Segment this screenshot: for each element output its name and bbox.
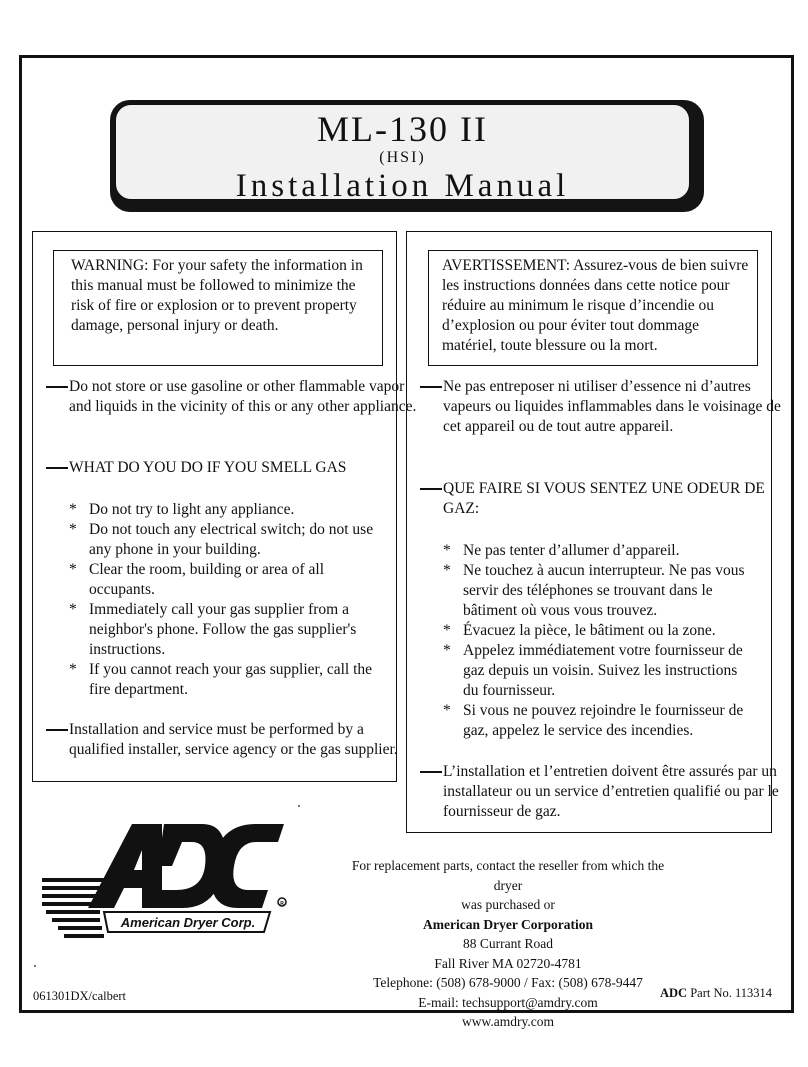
- list-item: * Ne touchez à aucun interrupteur. Ne pas vous servir des téléphones se trouvant dans le bâtiment où vous vous trouvez.: [443, 562, 745, 619]
- part-number: [660, 986, 772, 1001]
- part-brand: ADC: [660, 986, 688, 1000]
- dash-bullet: [420, 488, 442, 490]
- english-item-smell-gas: WHAT DO YOU DO IF YOU SMELL GAS: [33, 458, 421, 478]
- dash-bullet: [46, 729, 68, 731]
- english-column: [32, 231, 417, 782]
- list-item: * Immediately call your gas supplier from a neighbor's phone. Follow the gas supplier's instructions.: [69, 601, 357, 658]
- list-item: * Clear the room, building or area of all occupants.: [69, 561, 325, 598]
- scan-speck: [298, 805, 300, 807]
- french-warning-box: [428, 250, 758, 366]
- city-address: Fall River MA 02720-4781: [434, 955, 582, 971]
- model-title: ML-130 II: [317, 109, 488, 149]
- logo-letter-a: [88, 824, 162, 908]
- french-steps-list: [443, 541, 753, 741]
- english-warning-text: WARNING: For your safety the information in this manual must be followed to minimize the risk of fire or explosion or to prevent property damage, personal injury or death.: [71, 257, 363, 334]
- list-item: * If you cannot reach your gas supplier, call the fire department.: [69, 661, 373, 698]
- contact-intro-line2: was purchased or: [461, 897, 555, 912]
- dash-bullet: [420, 386, 442, 388]
- french-item-smell-gas: QUE FAIRE SI VOUS SENTEZ UNE ODEUR DE GAZ:: [407, 479, 793, 519]
- svg-text:R: R: [280, 901, 284, 907]
- contact-info: [340, 856, 676, 1032]
- list-item: * Do not touch any electrical switch; do not use any phone in your building.: [69, 521, 374, 558]
- logo-tagline: American Dryer Corp.: [120, 915, 256, 930]
- english-item-no-gasoline: Do not store or use gasoline or other flammable vapor and liquids in the vicinity of this or any other appliance.: [33, 377, 421, 417]
- model-subtitle: (HSI): [379, 149, 426, 166]
- english-item-installation: Installation and service must be performed by a qualified installer, service agency or the gas supplier.: [33, 720, 421, 760]
- email-address: E-mail: techsupport@amdry.com: [418, 994, 598, 1010]
- title-banner: [110, 100, 704, 212]
- list-item: * Do not try to light any appliance.: [69, 501, 295, 518]
- french-warning-text: AVERTISSEMENT: Assurez-vous de bien suivre les instructions données dans cette notice pour réduire au minimum le risque d’incendie ou d’explosion ou pour éviter tout dommage matériel, toute blessure ou la mort.: [442, 257, 749, 354]
- list-item: * Appelez immédiatement votre fournisseur de gaz depuis un voisin. Suivez les instructions du fournisseur.: [443, 642, 743, 699]
- english-warning-box: [53, 250, 383, 366]
- list-item: * Évacuez la pièce, le bâtiment ou la zone.: [443, 622, 716, 639]
- title-banner-inner: [115, 104, 690, 204]
- manual-title: Installation Manual: [235, 168, 570, 204]
- street-address: 88 Currant Road: [463, 936, 553, 951]
- phone-fax: Telephone: (508) 678-9000 / Fax: (508) 678-9447: [373, 975, 643, 990]
- french-item-no-gasoline: Ne pas entreposer ni utiliser d’essence ni d’autres vapeurs ou liquides inflammables dans le voisinage de cet appareil ou de tout autre appareil.: [407, 377, 783, 437]
- dash-bullet: [46, 467, 68, 469]
- list-item: * Si vous ne pouvez rejoindre le fournisseur de gaz, appelez le service des incendies.: [443, 702, 744, 739]
- dash-bullet: [46, 386, 68, 388]
- website: www.amdry.com: [462, 1014, 554, 1029]
- french-column: [406, 231, 781, 833]
- adc-logo: [42, 820, 292, 955]
- list-item: * Ne pas tenter d’allumer d’appareil.: [443, 542, 680, 559]
- contact-intro-line1: For replacement parts, contact the reseller from which the dryer: [351, 858, 665, 893]
- english-steps-list: [69, 500, 381, 700]
- company-name: American Dryer Corporation: [423, 916, 593, 932]
- dash-bullet: [420, 771, 442, 773]
- french-item-installation: L’installation et l’entretien doivent être assurés par un installateur ou un service d’entretien qualifié ou par le fournisseur de gaz.: [407, 762, 793, 822]
- document-code: 061301DX/calbert: [33, 989, 127, 1003]
- part-number-text: Part No. 113314: [690, 986, 773, 1000]
- scan-speck: [34, 965, 36, 967]
